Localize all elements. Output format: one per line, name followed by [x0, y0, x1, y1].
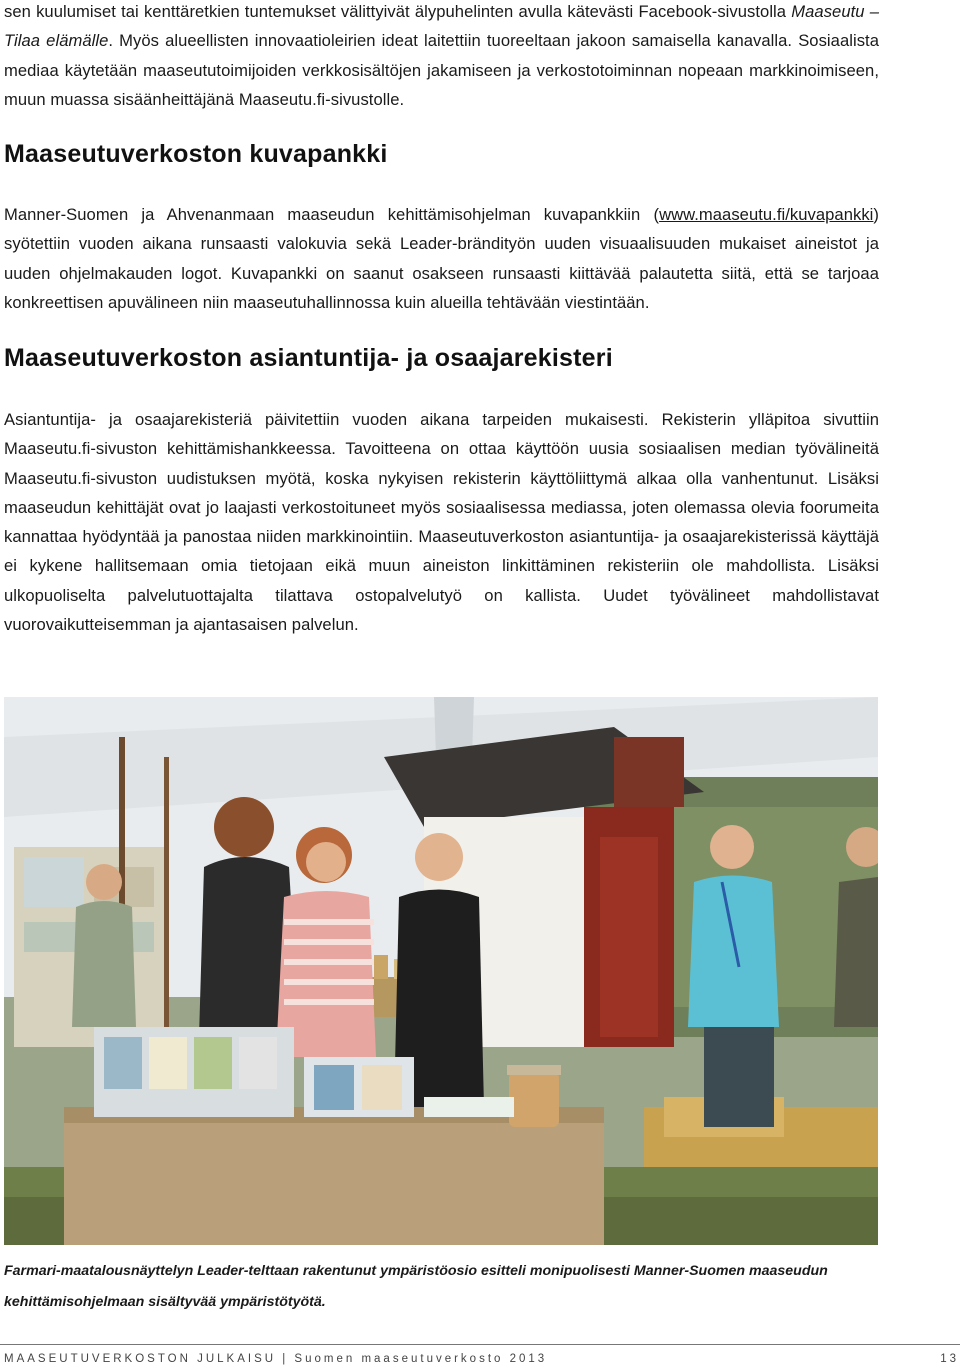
- intro-facebook-page-name: Maaseutu – Tilaa elämälle: [4, 2, 880, 51]
- kuvapankki-text-1: Manner-Suomen ja Ahvenanmaan maaseudun kehittämisohjelman kuvapankkiin (: [4, 205, 660, 224]
- page-footer: [4, 1353, 959, 1369]
- exhibition-photo: [4, 697, 878, 1245]
- kuvapankki-link[interactable]: www.maaseutu.fi/kuvapankki: [659, 205, 874, 224]
- rekisteri-paragraph: Asiantuntija- ja osaajarekisteriä päivitettiin vuoden aikana tarpeiden mukaisesti. Rekisterin ylläpitoa sivuttiin Maaseutu.fi-sivuston kehittämishankkeessa. Tavoitteena on ottaa käyttöön uusia sosiaalisen median työvälineitä Maaseutu.fi-sivuston uudistuksen myötä, koska nykyisen rekisterin käyttöliittymä alkaa olla vanhentunut. Lisäksi maaseudun kehittäjät ovat jo laajasti verkostoituneet myös sosiaalisessa mediassa, joten olemassa olevia foorumeita kannattaa hyödyntää ja panostaa niiden markkinointiin. Maaseutuverkoston asiantuntija- ja osaajarekisterissä käyttäjä ei kykene hallitsemaan omia tietojaan eikä muun aineiston linkittäminen rekisteriin ole mahdollista. Lisäksi ulkopuoliselta palvelutuottajalta tilattava ostopalvelutyö on kallista. Uudet työvälineet mahdollistavat vuorovaikutteisemman ja ajantasaisen palvelun.: [4, 410, 879, 635]
- rekisteri-heading: Maaseutuverkoston asiantuntija- ja osaajarekisteri: [4, 344, 613, 372]
- intro-text-2: . Myös alueellisten innovaatioleirien ideat laitettiin tuoreeltaan jakoon samaisella kanavalla. Sosiaalista mediaa käytetään maaseututoimijoiden verkkosisältöjen jakamiseen ja verkostotoiminnan nopeaan markkinoimiseen, muun muassa sisäänheittäjänä Maaseutu.fi-sivustolle.: [4, 31, 879, 109]
- kuvapankki-text-2: ) syötettiin vuoden aikana runsaasti valokuvia sekä Leader-brändityön uuden visuaalisuuden mukaiset aineistot ja uuden ohjelmakauden logot. Kuvapankki on saanut osakseen runsaasti kiittävää palautetta siitä, että se tarjoaa konkreettisen apuvälineen niin maaseutuhallinnossa kuin alueilla tehtävään viestintään.: [4, 205, 879, 312]
- photo-caption: Farmari-maatalousnäyttelyn Leader-telttaan rakentunut ympäristöosio esitteli monipuolisesti Manner-Suomen maaseudun kehittämisohjelmaan sisältyvää ympäristötyötä.: [4, 1263, 828, 1310]
- intro-paragraph: [4, 0, 879, 114]
- intro-text-1: sen kuulumiset tai kenttäretkien tuntemukset välittyivät älypuhelinten avulla kätevästi Facebook-sivustolla: [4, 2, 792, 21]
- footer-publication: MAASEUTUVERKOSTON JULKAISU | Suomen maaseutuverkosto 2013: [4, 1353, 548, 1365]
- kuvapankki-heading: Maaseutuverkoston kuvapankki: [4, 140, 388, 168]
- footer-divider: [0, 1344, 960, 1345]
- page-number: 13: [940, 1353, 959, 1365]
- kuvapankki-paragraph: [4, 200, 879, 317]
- exhibition-photo-illustration: [4, 697, 878, 1245]
